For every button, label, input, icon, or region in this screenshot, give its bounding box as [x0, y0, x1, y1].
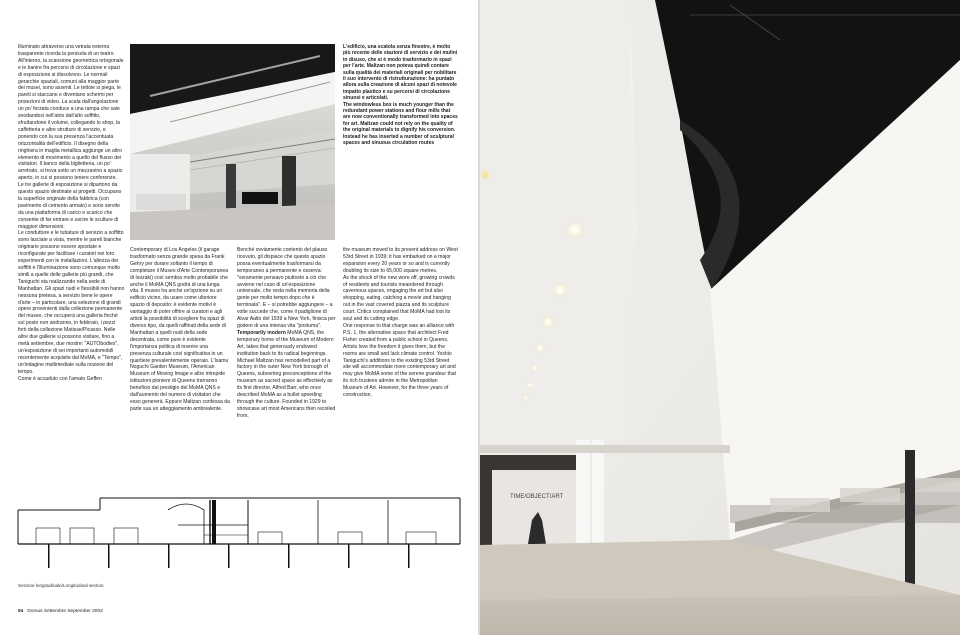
text-column-4-top — [343, 44, 458, 192]
col3-italian-text: Benché ovviamente contento del plauso ricevuto, gli dispiace che questo spazio possa eventualmente trasformarsi da temporaneo a permanente e osserva: "veramente pensavo piuttosto a ciò che avviene nel caso di un'esposizione universale, che resta nella memoria della gente per molto tempo dopo che è terminata". E – si potrebbe aggiungere – a volte succede che, come il padiglione di Alvar Aalto del 1939 a New York, finisca per godere di una intensa vita "postuma". — [237, 247, 337, 329]
section-caption: Sezione longitudinale/Longitudinal section — [18, 583, 104, 588]
folio-text: Domus Settembre September 2002 — [27, 609, 103, 614]
longitudinal-section-drawing — [18, 470, 460, 578]
left-page — [0, 0, 478, 635]
col3-english-heading: Temporarily modern — [237, 329, 286, 336]
text-column-2: Contemporary di Los Angeles (il garage trasformato senza grande spesa da Frank Gehry per durare soltanto il tempo di completare il Museo d'Arte Contemporanea di Isozaki) così sembra molto probabile che anche il MoMA QNS godrà di una lunga vita. Il museo ha anche un'opzione su un edificio vicino, da usare come ulteriore spazio di deposito: è evidente motivi è vantaggio di poter offrire ai curatori e agli artisti la possibilità di scegliere fra spazi di diverso tipo, da quelli raffinati della sede di Manhattan a quelli nudi della sede decentrata, come pure è evidente l'importanza politica di inserire una presenza culturale così significativa in un quartiere prevalentemente operaio. L'Isamu Noguchi Garden Museum, l'American Museum of Moving Image e altre intrepide istituzioni pioniere di Queens trarranno beneficio dal prestigio del MoMA QNS e dall'aumento del numero di visitatori che esso genererà. Eppure Maltzan confessa da parte sua un atteggiamento ambivalente. — [130, 247, 232, 412]
atrio-photo — [130, 44, 335, 240]
col4-top-english: The windowless box is much younger than the redundant power stations and flour mills that are now conventionally transformed into spaces for art. Maltzan could not rely on the quality of the original materials to dignify his conversion. Instead he has inserted a number of sculptural spaces and sinuous circulation routes — [343, 101, 460, 147]
page-number: 94 — [18, 609, 24, 614]
text-column-3 — [237, 247, 337, 449]
section-svg — [18, 470, 460, 578]
right-page-photo — [480, 0, 960, 635]
col4-top-italian: L'edificio, una scatola senza finestre, è molto più recente delle stazioni di servizio e dei mulini in disuso, che si è modo trasformarlo in spazi per l'arte. Maltzan non poteva quindi contare sulla qualità dei materiali originali per nobilitare il suo intervento di ristrutturazione: ha puntato allora sulla creazione di alcuni spazi di notevole impatto plastico e su percorsi di circolazione sinuosi e articolati. — [343, 44, 459, 102]
col3-english-text: MoMA QNS, the temporary home of the Museum of Modern Art, takes that generously endowed institution back to its radical beginnings. Michael Maltzan has remodelled part of a factory in the outer New York borough of Queens, subverting preconceptions of the museum as sacred space as effectively as its first director, Alfred Barr, who once described MoMA as a bullet speeding through the culture. Founded in 1929 to showcase art most Americans then recoiled from, — [237, 329, 337, 419]
folio — [18, 609, 103, 614]
text-column-4: the museum moved to its present address on West 53rd Street in 1939; it has embarked on a major expansion every 20 years or so and is currently doubling its size to 65,000 square metres. As the shock of the new wore off, growing crowds of residents and tourists meandered through cavernous spaces, engaging the art but also shopping, eating, catching a movie and hanging out in the vast covered piazza and its sculpture court. Critics complained that MoMA had lost its soul and its cutting edge. One response to that charge was an alliance with P.S. 1, the alternative space that architect Fred Fisher created from a public school in Queens. Artists love the freedom it gives them, but the rooms are small and lack climate control. Yoshio Taniguchi's additions to the existing 53rd Street site will accommodate more contemporary art and may give MoMA some of the serene grandeur that its rich trustees admire in the Metropolitan Museum of Art. However, for the three years of construction, — [343, 247, 458, 399]
gallery-interior-image — [480, 0, 960, 635]
atrium-interior-image — [130, 44, 335, 240]
wall-sign: TIME/OBJECT/ART — [510, 494, 564, 500]
text-column-1: Illuminato attraverso una vetrata esterna trasparente ricorda la penisola di un teatro. All'interno, la scansione geometrica ortogonale e le banire fra percorsi di circolazione e spazi di esposizione si dissolvono. Le normali gerarchie spaziali, comuni alla maggior parte dei musei, sono assenti. Le tettoie si piega, le pareti si staccano e diventano schermi per proiezioni di video. La scala dall'angolazione un po' forzata conduce a una rampa che sale snodandosi nell'atrio dall'alto soffitto, sfruttandone il volume, collegando lo shop, la caffetteria e altre strutture di servizio, e ponendo con la sua presenza l'accentuata orizzontalità dell'edificio. Il disegno della ringhiera in maglia metallica aggiunge un altro elemento di movimento a quello del flusso dei visitatori. Il banco della biglietteria, un po' arretrato, si trova sotto un mezzanino a spazio aperto, in cui si possono tenere conferenze. Le tre gallerie di esposizione si dipartono da questo spazio destinate ai progetti. Occupano la superficie originale della fabbrica (con pavimento di cemento armato) e sono servite da una piattaforma di carico e scarico che consente di far entrare e uscire le sculture di maggiori dimensioni. Le condutture e le tubature di servizio a soffitto sono lasciate a vista, mentre le pareti bianche originarie possono essere spostate e riconfigurate per facilitare i curatori nei loro esperimenti con le installazioni. L'altezza dei soffitti e l'illuminazione sono comunque molto simili a quelle delle gallerie più grandi, che Taniguchi sta realizzando nella sede di Manhattan. Gli spazi nudi e flessibili non hanno nessuna pretesa, a servizio bene le opere d'arte – in particolare, una selezione di grandi opere provenienti dalla collezione permanente del museo, che occuperà una galleria finché sul posto non andranno, in febbraio, i pezzi forti della collezione Matisse/Picasso. Nelle altre due gallerie si possono visitare, fino a metà settembre, due mostre: "AUTObodies", un'esposizione di sei importanti automobili recentemente acquisite dal MoMA, e "Tempo", un'indagine multimediale sulla nozione del tempo. Come è accaduto con l'amato Geffen — [18, 44, 125, 382]
